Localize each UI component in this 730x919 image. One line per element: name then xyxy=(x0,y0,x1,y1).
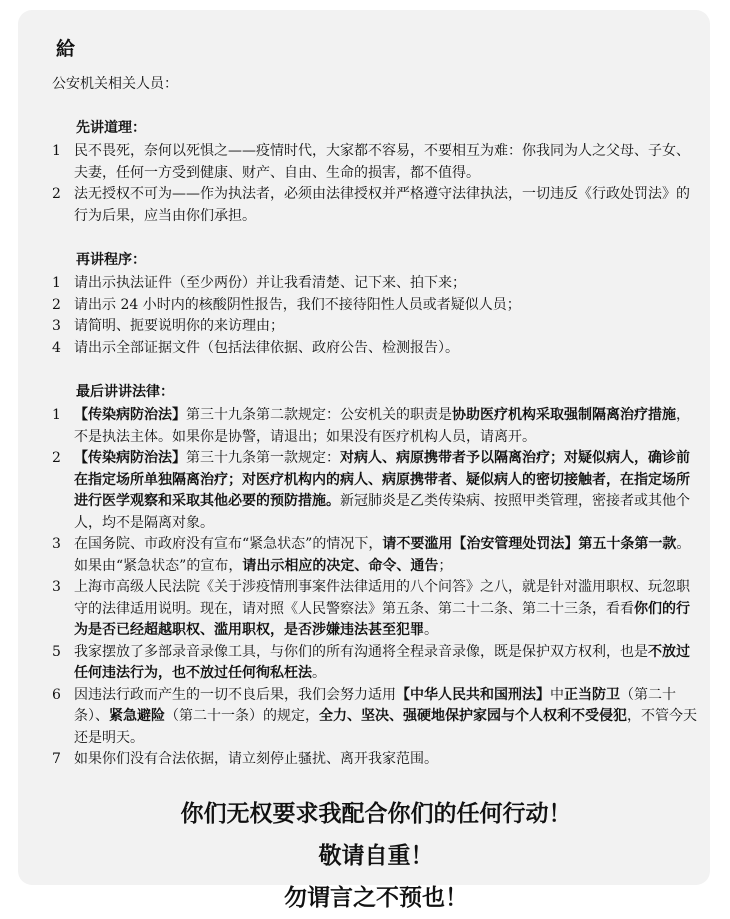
item-number: 1 xyxy=(52,275,61,291)
list-item xyxy=(46,273,706,295)
body-text: 请出示执法证件（至少两份）并让我看清楚、记下来、拍下来； xyxy=(74,275,466,291)
item-text xyxy=(74,184,706,227)
body-text: 新冠肺炎是乙类传染病、按照甲类管理，密接者或其他个人，均不是隔离对象。 xyxy=(74,493,690,531)
emphasis-text: 对病人、病原携带者予以隔离治疗；对疑似病人，确诊前在指定场所单独隔离治疗；对医疗机构内的病人、病原携带者、疑似病人的密切接触者，在指定场所进行医学观察和采取其他必要的预防措施。 xyxy=(74,450,690,509)
list-item xyxy=(46,577,706,642)
item-text xyxy=(74,338,706,360)
list-item xyxy=(46,141,706,184)
item-text xyxy=(74,405,706,448)
item-number: 7 xyxy=(52,751,61,767)
item-number: 1 xyxy=(52,143,61,159)
list-item xyxy=(46,316,706,338)
list-item xyxy=(46,338,706,360)
item-text xyxy=(74,642,706,685)
item-number: 3 xyxy=(52,536,61,552)
body-text: 中 xyxy=(550,686,564,703)
body-text: 上海市高级人民法院《关于涉疫情刑事案件法律适用的八个问答》之八，就是针对滥用职权、玩忽职守的法律适用说明。现在，请对照《人民警察法》第五条、第二十二条、第二十三条，看看 xyxy=(74,579,690,617)
list-item xyxy=(46,534,706,577)
emphasis-text: 请出示相应的决定、命令、通告 xyxy=(242,557,439,574)
list-item xyxy=(46,405,706,448)
item-text xyxy=(74,273,706,295)
emphasis-text: 【传染病防治法】 xyxy=(74,450,186,466)
body-text: 第三十九条第一款规定： xyxy=(186,450,340,466)
emphasis-text: 不放过任何违法行为，也不放过任何徇私枉法 xyxy=(74,643,690,681)
body-text: ； xyxy=(438,557,453,574)
closing-line: 勿谓言之不预也！ xyxy=(284,884,468,911)
emphasis-text: 正当防卫 xyxy=(564,686,620,703)
item-number: 2 xyxy=(52,296,61,313)
emphasis-text: 【中华人民共和国刑法】 xyxy=(396,686,550,703)
item-text xyxy=(74,316,706,338)
body-text: 。 xyxy=(424,622,438,638)
body-text: 在国务院、市政府没有宣布“紧急状态”的情况下， xyxy=(74,536,383,552)
body-text: （第二十一条）的规定， xyxy=(165,708,319,724)
reasoning-section xyxy=(46,117,706,227)
document-body xyxy=(46,117,706,771)
body-text: ，不是执法主体。如果你是协警，请退出；如果没有医疗机构人员，请离开。 xyxy=(74,407,690,445)
closing-line: 敬请自重！ xyxy=(318,842,434,869)
body-text: 请简明、扼要说明你的来访理由； xyxy=(74,318,284,334)
addressee-line: 公安机关相关人员： xyxy=(52,76,178,92)
emphasis-text: 【传染病防治法】 xyxy=(74,407,186,423)
section-title: 再讲程序： xyxy=(76,252,146,268)
item-number: 6 xyxy=(52,686,61,703)
body-text: （第二十条）、 xyxy=(74,686,676,724)
body-text: 第三十九条第二款规定：公安机关的职责是 xyxy=(186,407,452,423)
item-text xyxy=(74,685,706,750)
body-text: 法无授权不可为——作为执法者，必须由法律授权并严格遵守法律执法，一切违反《行政处罚法》的行为后果，应当由你们承担。 xyxy=(74,186,690,224)
emphasis-text: 全力、坚决、强硬地保护家园与个人权利不受侵犯 xyxy=(319,708,627,724)
item-number: 4 xyxy=(52,339,61,356)
body-text: 民不畏死，奈何以死惧之——疫情时代，大家都不容易，不要相互为难：你我同为人之父母、子女、夫妻，任何一方受到健康、财产、自由、生命的损害，都不值得。 xyxy=(74,143,690,181)
body-text: ，不管今天还是明天。 xyxy=(74,708,697,746)
item-number: 3 xyxy=(52,318,61,334)
closing-line: 你们无权要求我配合你们的任何行动！ xyxy=(180,800,572,827)
emphasis-text: 协助医疗机构采取强制隔离治疗措施 xyxy=(452,407,676,423)
list-item xyxy=(46,295,706,317)
emphasis-text: 请不要滥用【治安管理处罚法】第五十条第一款 xyxy=(382,536,677,552)
item-text xyxy=(74,534,706,577)
document-card xyxy=(18,10,710,911)
item-text xyxy=(74,577,706,642)
notice-document xyxy=(46,34,706,919)
list-item xyxy=(46,749,706,771)
item-number: 2 xyxy=(52,186,61,202)
list-item xyxy=(46,685,706,750)
item-text xyxy=(74,448,706,534)
list-item xyxy=(46,184,706,227)
emphasis-text: 紧急避险 xyxy=(109,708,165,724)
section-title: 最后讲讲法律： xyxy=(76,384,174,400)
list-item xyxy=(46,448,706,534)
list-item xyxy=(46,642,706,685)
closing-statement xyxy=(46,793,706,919)
item-text xyxy=(74,749,706,771)
procedure-section xyxy=(46,249,706,359)
body-text: 。 xyxy=(312,665,326,681)
emphasis-text: 你们的行为是否已经超越职权、滥用职权，是否涉嫌违法甚至犯罪 xyxy=(74,600,690,638)
item-text xyxy=(74,141,706,184)
item-number: 2 xyxy=(52,450,61,466)
body-text: 请出示全部证据文件（包括法律依据、政府公告、检测报告）。 xyxy=(74,339,459,356)
law-section xyxy=(46,381,706,771)
item-text xyxy=(74,295,706,317)
body-text: 因违法行政而产生的一切不良后果，我们会努力适用 xyxy=(74,686,396,703)
item-number: 5 xyxy=(52,643,61,660)
body-text: 。如果由“紧急状态”的宣布， xyxy=(74,536,691,574)
body-text: 如果你们没有合法依据，请立刻停止骚扰、离开我家范围。 xyxy=(74,751,438,767)
section-title: 先讲道理： xyxy=(76,120,146,136)
item-number: 1 xyxy=(52,407,61,423)
body-text: 请出示 24 小时内的核酸阴性报告，我们不接待阳性人员或者疑似人员； xyxy=(74,296,521,313)
item-number: 3 xyxy=(52,579,61,595)
document-heading: 給 xyxy=(56,38,76,60)
body-text: 我家摆放了多部录音录像工具，与你们的所有沟通将全程录音录像，既是保护双方权利，也是 xyxy=(74,643,648,660)
